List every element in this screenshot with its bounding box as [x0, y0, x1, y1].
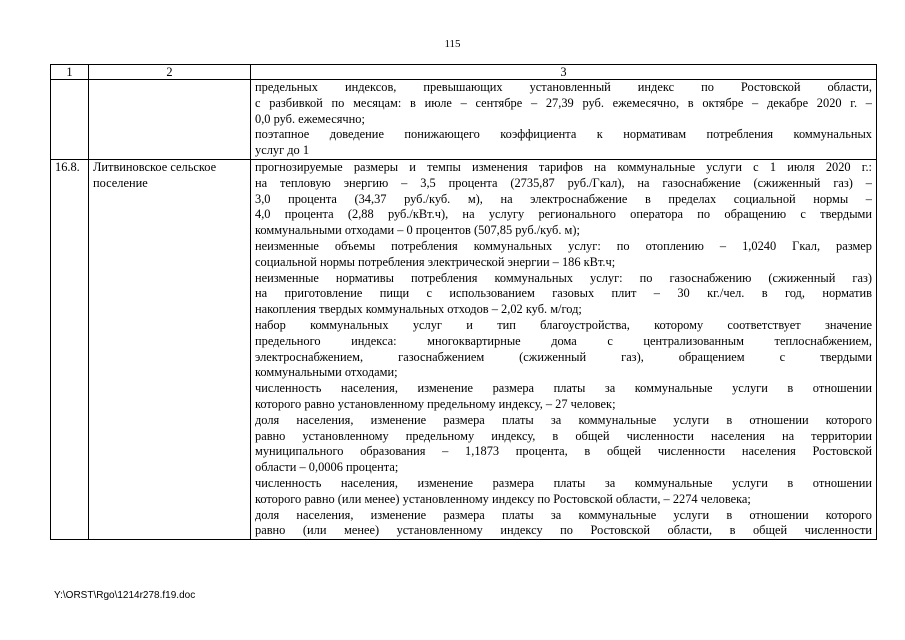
text-line: муниципального образования – 1,1873 процента, в общей численности населения Ростовской — [255, 444, 872, 459]
file-path-footer: Y:\ORST\Rgo\1214r278.f19.doc — [54, 590, 196, 601]
text-line: услуг до 1 — [255, 143, 310, 158]
text-line: 3,0 процента (34,37 руб./куб. м), на электроснабжение в пределах социальной нормы – — [255, 191, 872, 206]
text-line: равно установленному предельному индексу, в общей численности населения на территории — [255, 428, 872, 443]
text-line: с разбивкой по месяцам: в июле – сентябре – 27,39 руб. ежемесячно, в октябре – декабре 2020 г. – — [255, 95, 872, 110]
table-row — [51, 159, 877, 539]
settlement-name-cell — [89, 80, 251, 160]
text-line: накопления твердых коммунальных отходов – 2,02 куб. м/год; — [255, 302, 582, 317]
text-line: неизменные объемы потребления коммунальных услуг: по отоплению – 1,0240 Гкал, размер — [255, 238, 872, 253]
text-line: на приготовление пищи с использованием газовых плит – 30 кг./чел. в год, норматив — [255, 286, 872, 301]
table-row — [51, 80, 877, 160]
row-number-cell: 16.8. — [51, 159, 89, 539]
text-line: области – 0,0006 процента; — [255, 460, 399, 475]
text-line: доля населения, изменение размера платы за коммунальные услуги в отношении которого — [255, 412, 872, 427]
text-line: численность населения, изменение размера платы за коммунальные услуги в отношении — [255, 475, 872, 490]
text-line: набор коммунальных услуг и тип благоустройства, которому соответствует значение — [255, 317, 872, 332]
column-header-3: 3 — [251, 65, 877, 80]
text-line: прогнозируемые размеры и темпы изменения тарифов на коммунальные услуги с 1 июля 2020 г.: — [255, 159, 872, 174]
text-line: коммунальными отходами – 0 процентов (507,85 руб./куб. м); — [255, 223, 580, 238]
text-line: которого равно (или менее) установленному индексу по Ростовской области, – 2274 человека; — [255, 491, 751, 506]
description-cell — [251, 80, 877, 160]
column-header-2: 2 — [89, 65, 251, 80]
tariff-table — [50, 64, 877, 540]
table-header-row — [51, 65, 877, 80]
text-line: равно (или менее) установленному индексу по Ростовской области, в общей численности — [255, 523, 872, 538]
text-line: поэтапное доведение понижающего коэффициента к нормативам потребления коммунальных — [255, 127, 872, 142]
text-line: неизменные нормативы потребления коммунальных услуг: по газоснабжению (сжиженный газ) — [255, 270, 872, 285]
column-header-1: 1 — [51, 65, 89, 80]
text-line: предельного индекса: многоквартирные дома с централизованным теплоснабжением, — [255, 333, 872, 348]
row-number-cell — [51, 80, 89, 160]
text-line: 0,0 руб. ежемесячно; — [255, 111, 365, 126]
table-body — [51, 80, 877, 540]
text-line: предельных индексов, превышающих установленный индекс по Ростовской области, — [255, 80, 872, 94]
text-line: коммунальными отходами; — [255, 365, 398, 380]
text-line: социальной нормы потребления электрической энергии – 186 кВт.ч; — [255, 254, 616, 269]
text-line: 4,0 процента (2,88 руб./кВт.ч), на услугу регионального оператора по обращению с твердыми — [255, 207, 872, 222]
page-number: 115 — [444, 38, 461, 50]
text-line: которого равно установленному предельному индексу, – 27 человек; — [255, 396, 616, 411]
text-line: электроснабжением, газоснабжением (сжиженный газ), обращением с твердыми — [255, 349, 872, 364]
text-line: численность населения, изменение размера платы за коммунальные услуги в отношении — [255, 381, 872, 396]
text-line: доля населения, изменение размера платы за коммунальные услуги в отношении которого — [255, 507, 872, 522]
text-line: на тепловую энергию – 3,5 процента (2735,87 руб./Гкал), на газоснабжение (сжиженный газ) – — [255, 175, 872, 190]
settlement-name-cell: Литвиновское сельское поселение — [89, 159, 251, 539]
description-cell — [251, 159, 877, 539]
